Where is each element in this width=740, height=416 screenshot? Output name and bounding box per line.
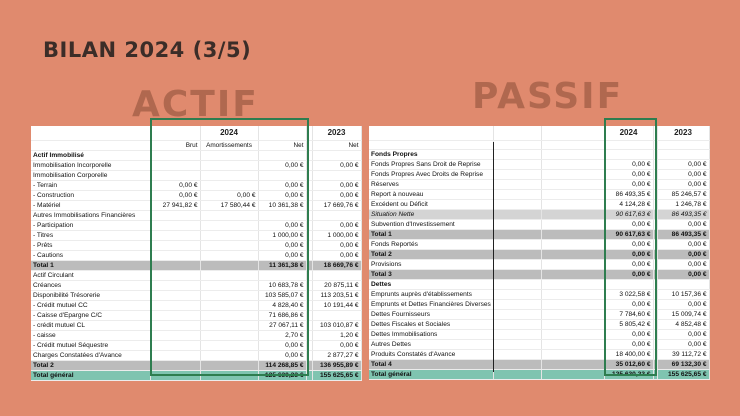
row-label: Autres Immobilisations Financières [31, 210, 150, 220]
amortissements-value: 17 580,44 € [200, 200, 258, 210]
amortissements-value [200, 290, 258, 300]
empty-cell [541, 170, 604, 180]
empty-cell [541, 350, 604, 360]
net-2023-value [312, 210, 361, 220]
row-label: - Crédit mutuel CC [31, 300, 150, 310]
row-label: Charges Constatées d'Avance [31, 350, 150, 360]
value-2024: 0,00 € [604, 170, 653, 180]
row-label: Total 1 [369, 230, 493, 240]
passif-row [369, 340, 709, 350]
value-2023: 1 246,78 € [657, 200, 709, 210]
empty-cell [541, 180, 604, 190]
net-2023-value [312, 270, 361, 280]
row-label: Emprunts auprès d'établissements [369, 290, 493, 300]
empty-cell [493, 290, 541, 300]
empty-cell [541, 230, 604, 240]
actif-year-2024: 2024 [200, 126, 258, 140]
net-2024-value: 27 067,11 € [258, 320, 306, 330]
passif-row [369, 290, 709, 300]
net-2024-value [258, 270, 306, 280]
row-label: Provisions [369, 260, 493, 270]
empty-cell [493, 300, 541, 310]
amortissements-value: 0,00 € [200, 190, 258, 200]
net-2024-value: 1 000,00 € [258, 230, 306, 240]
value-2023: 69 132,30 € [657, 360, 709, 370]
brut-value: 0,00 € [150, 180, 200, 190]
empty-cell [541, 280, 604, 290]
value-2024: 5 805,42 € [604, 320, 653, 330]
passif-row [369, 210, 709, 220]
net-2023-value: 0,00 € [312, 180, 361, 190]
net-2023-value: 103 010,87 € [312, 320, 361, 330]
row-label: Excédent ou Déficit [369, 200, 493, 210]
empty-cell [493, 240, 541, 250]
empty-cell [541, 220, 604, 230]
amortissements-value [200, 150, 258, 160]
amortissements-value [200, 350, 258, 360]
amortissements-value [200, 250, 258, 260]
passif-table [369, 126, 710, 380]
net-2024-value: 71 686,86 € [258, 310, 306, 320]
net-2024-value: 0,00 € [258, 190, 306, 200]
amortissements-value [200, 240, 258, 250]
actif-row [31, 300, 361, 310]
brut-value [150, 240, 200, 250]
empty-cell [493, 340, 541, 350]
brut-value [150, 210, 200, 220]
brut-value [150, 270, 200, 280]
empty-cell [541, 200, 604, 210]
value-2023: 0,00 € [657, 340, 709, 350]
row-label: Total 2 [31, 360, 150, 370]
net-2024-value: 2,70 € [258, 330, 306, 340]
passif-row [369, 360, 709, 370]
amortissements-value [200, 280, 258, 290]
empty-cell [493, 250, 541, 260]
empty-cell [493, 360, 541, 370]
value-2024: 86 493,35 € [604, 190, 653, 200]
row-label: Dettes Fiscales et Sociales [369, 320, 493, 330]
net-2024-value: 10 683,78 € [258, 280, 306, 290]
empty-cell [541, 290, 604, 300]
empty-cell [493, 160, 541, 170]
amortissements-value [200, 230, 258, 240]
col-net-2023: Net [312, 140, 361, 150]
row-label: Emprunts et Dettes Financières Diverses [369, 300, 493, 310]
value-2024: 0,00 € [604, 260, 653, 270]
empty-cell [493, 230, 541, 240]
value-2023: 0,00 € [657, 170, 709, 180]
row-label: Total général [31, 370, 150, 380]
amortissements-value [200, 370, 258, 380]
row-label: Dettes Fournisseurs [369, 310, 493, 320]
empty-cell [493, 190, 541, 200]
row-label: Dettes [369, 280, 493, 290]
amortissements-value [200, 160, 258, 170]
actif-row [31, 250, 361, 260]
value-2024 [604, 150, 653, 160]
passif-row [369, 150, 709, 160]
net-2023-value: 1,20 € [312, 330, 361, 340]
row-label: Report à nouveau [369, 190, 493, 200]
empty-cell [493, 200, 541, 210]
brut-value [150, 300, 200, 310]
row-label: - Prêts [31, 240, 150, 250]
value-2024: 18 400,00 € [604, 350, 653, 360]
passif-row [369, 250, 709, 260]
net-2024-value: 0,00 € [258, 350, 306, 360]
row-label: Actif Circulant [31, 270, 150, 280]
row-label: - caisse [31, 330, 150, 340]
row-label: - Participation [31, 220, 150, 230]
row-label: - Crédit mutuel Séquestre [31, 340, 150, 350]
passif-column-header [369, 140, 709, 150]
net-2024-value: 10 361,38 € [258, 200, 306, 210]
empty-cell [493, 260, 541, 270]
row-label: Total 1 [31, 260, 150, 270]
actif-row [31, 200, 361, 210]
page-title: BILAN 2024 (3/5) [43, 38, 252, 62]
row-label: - Terrain [31, 180, 150, 190]
empty-cell [541, 150, 604, 160]
row-label: Autres Dettes [369, 340, 493, 350]
brut-value [150, 220, 200, 230]
passif-row [369, 230, 709, 240]
value-2024: 0,00 € [604, 270, 653, 280]
row-label: Fonds Propres [369, 150, 493, 160]
actif-row [31, 330, 361, 340]
actif-row [31, 280, 361, 290]
value-2023: 86 493,35 € [657, 230, 709, 240]
empty-cell [541, 340, 604, 350]
row-label: - Matériel [31, 200, 150, 210]
actif-column-header [31, 140, 361, 150]
empty-cell [541, 190, 604, 200]
actif-row [31, 360, 361, 370]
brut-value [150, 280, 200, 290]
brut-value [150, 170, 200, 180]
amortissements-value [200, 320, 258, 330]
net-2023-value: 155 625,65 € [312, 370, 361, 380]
empty-cell [493, 180, 541, 190]
net-2023-value: 20 875,11 € [312, 280, 361, 290]
actif-table [31, 126, 362, 381]
passif-row [369, 220, 709, 230]
net-2023-value [312, 170, 361, 180]
value-2023: 0,00 € [657, 300, 709, 310]
actif-row [31, 310, 361, 320]
value-2023: 155 625,65 € [657, 370, 709, 380]
empty-cell [541, 370, 604, 380]
actif-row [31, 270, 361, 280]
net-2024-value: 0,00 € [258, 250, 306, 260]
net-2024-value: 103 585,07 € [258, 290, 306, 300]
actif-row [31, 290, 361, 300]
empty-cell [541, 250, 604, 260]
brut-value [150, 340, 200, 350]
value-2023 [657, 280, 709, 290]
net-2023-value: 136 955,89 € [312, 360, 361, 370]
row-label: - Cautions [31, 250, 150, 260]
empty-cell [493, 150, 541, 160]
row-label: - Caisse d'Epargne C/C [31, 310, 150, 320]
empty-cell [493, 270, 541, 280]
amortissements-value [200, 310, 258, 320]
passif-heading: PASSIF [472, 76, 624, 117]
empty-cell [541, 260, 604, 270]
value-2024: 125 630,23 € [604, 370, 653, 380]
row-label: Total 3 [369, 270, 493, 280]
col-brut: Brut [150, 140, 200, 150]
row-label: Créances [31, 280, 150, 290]
brut-value [150, 320, 200, 330]
brut-value [150, 310, 200, 320]
net-2024-value: 4 828,40 € [258, 300, 306, 310]
value-2023: 0,00 € [657, 240, 709, 250]
passif-row [369, 160, 709, 170]
net-2024-value: 0,00 € [258, 180, 306, 190]
actif-row [31, 210, 361, 220]
actif-row [31, 260, 361, 270]
row-label: Actif Immobilisé [31, 150, 150, 160]
net-2023-value: 0,00 € [312, 240, 361, 250]
amortissements-value [200, 270, 258, 280]
passif-row [369, 320, 709, 330]
net-2024-value: 114 268,85 € [258, 360, 306, 370]
net-2023-value: 2 877,27 € [312, 350, 361, 360]
value-2023: 0,00 € [657, 160, 709, 170]
empty-cell [493, 330, 541, 340]
net-2024-value [258, 170, 306, 180]
value-2024: 0,00 € [604, 220, 653, 230]
net-2024-value: 0,00 € [258, 340, 306, 350]
value-2024: 0,00 € [604, 250, 653, 260]
empty-cell [541, 320, 604, 330]
actif-row [31, 340, 361, 350]
net-2023-value: 0,00 € [312, 220, 361, 230]
passif-row [369, 270, 709, 280]
value-2023: 0,00 € [657, 180, 709, 190]
brut-value: 27 941,82 € [150, 200, 200, 210]
actif-row [31, 180, 361, 190]
empty-cell [493, 320, 541, 330]
net-2023-value: 0,00 € [312, 190, 361, 200]
value-2024: 0,00 € [604, 240, 653, 250]
empty-cell [493, 280, 541, 290]
net-2024-value: 125 630,23 € [258, 370, 306, 380]
value-2024 [604, 280, 653, 290]
brut-value [150, 250, 200, 260]
value-2023: 0,00 € [657, 270, 709, 280]
empty-cell [541, 330, 604, 340]
row-label: Fonds Propres Sans Droit de Reprise [369, 160, 493, 170]
net-2023-value: 113 203,51 € [312, 290, 361, 300]
row-label: Produits Constatés d'Avance [369, 350, 493, 360]
empty-cell [541, 210, 604, 220]
empty-cell [541, 160, 604, 170]
row-label: Disponibilité Trésorerie [31, 290, 150, 300]
value-2024: 0,00 € [604, 300, 653, 310]
empty-cell [493, 170, 541, 180]
net-2023-value: 0,00 € [312, 160, 361, 170]
row-label: Total général [369, 370, 493, 380]
passif-row [369, 370, 709, 380]
value-2023: 0,00 € [657, 330, 709, 340]
value-2023: 39 112,72 € [657, 350, 709, 360]
passif-row [369, 310, 709, 320]
row-label: Dettes Immobilisations [369, 330, 493, 340]
empty-cell [493, 370, 541, 380]
actif-row [31, 190, 361, 200]
row-label: - Titres [31, 230, 150, 240]
empty-cell [493, 310, 541, 320]
net-2024-value [258, 210, 306, 220]
brut-value [150, 150, 200, 160]
value-2023 [657, 150, 709, 160]
passif-row [369, 330, 709, 340]
row-label: Réserves [369, 180, 493, 190]
passif-row [369, 260, 709, 270]
amortissements-value [200, 220, 258, 230]
net-2023-value: 0,00 € [312, 340, 361, 350]
actif-year-2023: 2023 [312, 126, 361, 140]
value-2024: 0,00 € [604, 340, 653, 350]
value-2024: 7 784,60 € [604, 310, 653, 320]
empty-cell [493, 350, 541, 360]
row-label: Fonds Reportés [369, 240, 493, 250]
actif-row [31, 230, 361, 240]
row-label: Total 4 [369, 360, 493, 370]
col-amortissements: Amortissements [200, 140, 258, 150]
amortissements-value [200, 360, 258, 370]
actif-year-header [31, 126, 361, 140]
net-2023-value [312, 310, 361, 320]
passif-year-2023: 2023 [657, 126, 709, 140]
empty-cell [541, 300, 604, 310]
brut-value: 0,00 € [150, 190, 200, 200]
passif-row [369, 300, 709, 310]
value-2024: 35 012,60 € [604, 360, 653, 370]
row-label: Subvention d'Investissement [369, 220, 493, 230]
value-2024: 0,00 € [604, 160, 653, 170]
passif-row [369, 190, 709, 200]
brut-value [150, 160, 200, 170]
net-2023-value: 1 000,00 € [312, 230, 361, 240]
passif-row [369, 170, 709, 180]
amortissements-value [200, 170, 258, 180]
passif-row [369, 350, 709, 360]
passif-row [369, 240, 709, 250]
brut-value [150, 370, 200, 380]
actif-row [31, 220, 361, 230]
amortissements-value [200, 180, 258, 190]
amortissements-value [200, 340, 258, 350]
passif-year-2024: 2024 [604, 126, 653, 140]
empty-cell [541, 240, 604, 250]
passif-year-header [369, 126, 709, 140]
brut-value [150, 360, 200, 370]
row-label: - crédit mutuel CL [31, 320, 150, 330]
amortissements-value [200, 210, 258, 220]
value-2023: 0,00 € [657, 220, 709, 230]
actif-row [31, 320, 361, 330]
value-2024: 3 022,58 € [604, 290, 653, 300]
actif-row [31, 170, 361, 180]
empty-cell [493, 210, 541, 220]
value-2024: 4 124,28 € [604, 200, 653, 210]
net-2023-value: 0,00 € [312, 250, 361, 260]
net-2023-value: 18 669,76 € [312, 260, 361, 270]
actif-heading: ACTIF [132, 84, 259, 125]
passif-row [369, 280, 709, 290]
net-2024-value: 11 361,38 € [258, 260, 306, 270]
brut-value [150, 350, 200, 360]
value-2024: 0,00 € [604, 180, 653, 190]
row-label: Situation Nette [369, 210, 493, 220]
passif-row [369, 180, 709, 190]
row-label: - Construction [31, 190, 150, 200]
net-2024-value: 0,00 € [258, 160, 306, 170]
net-2023-value [312, 150, 361, 160]
value-2023: 4 852,48 € [657, 320, 709, 330]
amortissements-value [200, 330, 258, 340]
actif-row [31, 240, 361, 250]
value-2024: 90 617,63 € [604, 230, 653, 240]
actif-row [31, 150, 361, 160]
net-2024-value: 0,00 € [258, 240, 306, 250]
value-2024: 0,00 € [604, 330, 653, 340]
actif-row [31, 160, 361, 170]
amortissements-value [200, 300, 258, 310]
brut-value [150, 330, 200, 340]
net-2024-value: 0,00 € [258, 220, 306, 230]
actif-row [31, 370, 361, 380]
net-2023-value: 10 191,44 € [312, 300, 361, 310]
value-2023: 85 246,57 € [657, 190, 709, 200]
row-label: Fonds Propres Avec Droits de Reprise [369, 170, 493, 180]
row-label: Immobilisation Incorporelle [31, 160, 150, 170]
row-label: Total 2 [369, 250, 493, 260]
net-2023-value: 17 669,76 € [312, 200, 361, 210]
value-2023: 10 157,36 € [657, 290, 709, 300]
actif-row [31, 350, 361, 360]
net-2024-value [258, 150, 306, 160]
amortissements-value [200, 260, 258, 270]
value-2023: 0,00 € [657, 250, 709, 260]
col-net-2024: Net [258, 140, 306, 150]
empty-cell [541, 270, 604, 280]
empty-cell [493, 220, 541, 230]
value-2023: 15 009,74 € [657, 310, 709, 320]
brut-value [150, 260, 200, 270]
empty-cell [541, 360, 604, 370]
value-2023: 0,00 € [657, 260, 709, 270]
row-label: Immobilisation Corporelle [31, 170, 150, 180]
brut-value [150, 290, 200, 300]
passif-row [369, 200, 709, 210]
empty-cell [541, 310, 604, 320]
brut-value [150, 230, 200, 240]
value-2024: 90 617,63 € [604, 210, 653, 220]
value-2023: 86 493,35 € [657, 210, 709, 220]
